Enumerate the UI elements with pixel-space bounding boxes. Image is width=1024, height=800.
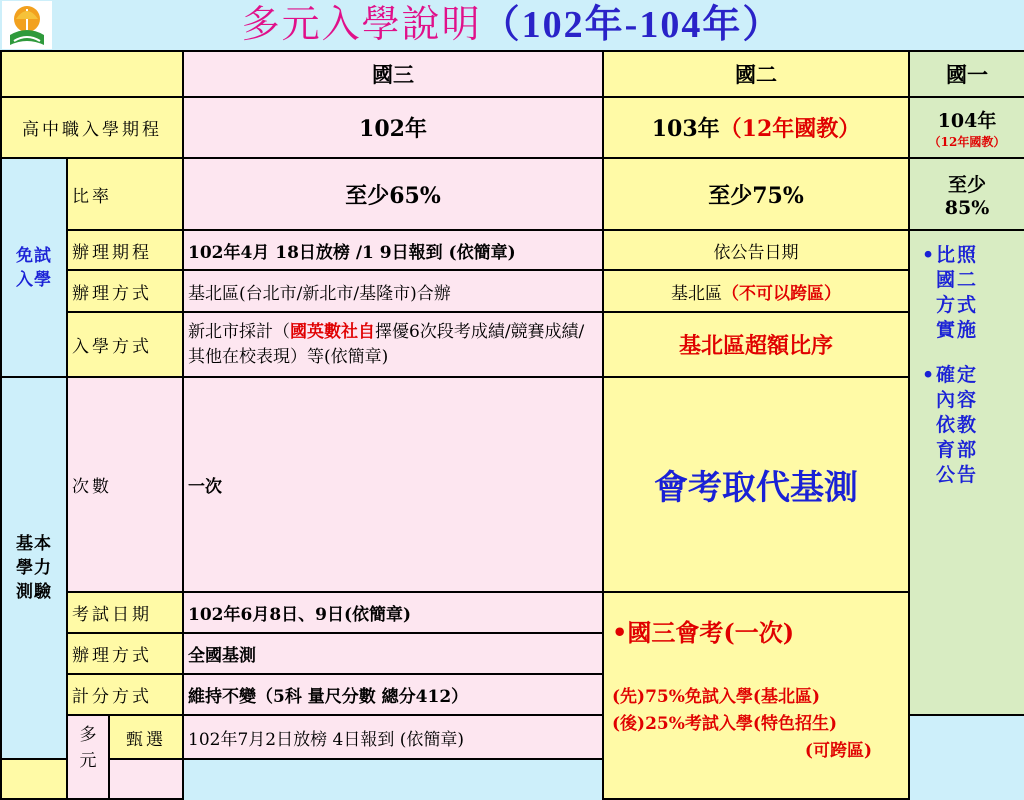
schedule-g7-note: （12年國教）: [928, 134, 1006, 149]
g8-test-bullet: •國三會考(一次): [612, 618, 795, 647]
period-g8: 依公告日期: [603, 230, 909, 270]
row-label-admission: 入學方式: [67, 312, 183, 377]
col-header-g8: 國二: [603, 51, 909, 97]
g8-test-line3: (可跨區): [804, 741, 873, 761]
rate-g9: 至少65%: [183, 158, 603, 230]
schedule-g8-note: （12年國教）: [719, 116, 861, 142]
times-g9: 一次: [183, 377, 603, 592]
row-label-schedule: 高中職入學期程: [1, 97, 183, 158]
g7-note-item: • 比照國二方式實施: [922, 244, 979, 341]
col-header-g9: 國三: [183, 51, 603, 97]
section-exempt: 免試入學: [1, 158, 67, 377]
admission-table: [0, 50, 1024, 800]
row-label-rate: 比率: [67, 158, 183, 230]
row-label-screening: 甄選: [109, 715, 183, 759]
date-g9: 102年6月8日、9日(依簡章): [183, 592, 603, 633]
row-label-date: 考試日期: [67, 592, 183, 633]
scoring-g9: 維持不變（5科 量尺分數 總分412）: [183, 674, 603, 715]
row-label-scoring: 計分方式: [67, 674, 183, 715]
row-label-times: 次數: [67, 377, 183, 592]
schedule-g7: [909, 97, 1024, 158]
row-label-period: 辦理期程: [67, 230, 183, 270]
section-multi: 多元: [67, 715, 109, 799]
schedule-g7-year: 104年: [937, 109, 997, 132]
times-g8: 會考取代基測: [603, 377, 909, 592]
admission-g8: 基北區超額比序: [603, 312, 909, 377]
g7-notes-cell: [909, 230, 1024, 715]
next-row-g9: [109, 759, 183, 799]
next-row-label: [1, 759, 67, 799]
title-years: （102年-104年）: [481, 4, 783, 46]
title-text: 多元入學說明: [241, 2, 482, 46]
row-label-test-method: 辦理方式: [67, 633, 183, 674]
admission-g9: 新北市採計（國英數社自擇優6次段考成績/競賽成績/其他在校表現）等(依簡章): [183, 312, 603, 377]
rate-g7: 至少85%: [909, 158, 1024, 230]
row-label-method: 辦理方式: [67, 270, 183, 312]
g8-test-line1: (先)75%免試入學(基北區): [612, 687, 820, 707]
schedule-g8: [603, 97, 909, 158]
section-basic-test: 基本學力測驗: [1, 377, 67, 759]
screening-g9: 102年7月2日放榜 4日報到 (依簡章): [183, 715, 603, 759]
rate-g8: 至少75%: [603, 158, 909, 230]
period-g9: 102年4月 18日放榜 /1 9日報到 (依簡章): [183, 230, 603, 270]
g8-test-line2: (後)25%考試入學(特色招生): [612, 714, 837, 734]
schedule-g8-year: 103年: [651, 116, 720, 142]
method-g8: 基北區（不可以跨區）: [603, 270, 909, 312]
schedule-g9: 102年: [183, 97, 603, 158]
g7-notes-list: [914, 243, 1020, 488]
col-header-g7: 國一: [909, 51, 1024, 97]
corner-cell: [1, 51, 183, 97]
method-g9: 基北區(台北市/新北市/基隆市)合辦: [183, 270, 603, 312]
test-method-g9: 全國基測: [183, 633, 603, 674]
page-title: [0, 0, 1024, 48]
g7-note-item: • 確定內容依教育部公告: [922, 364, 979, 486]
